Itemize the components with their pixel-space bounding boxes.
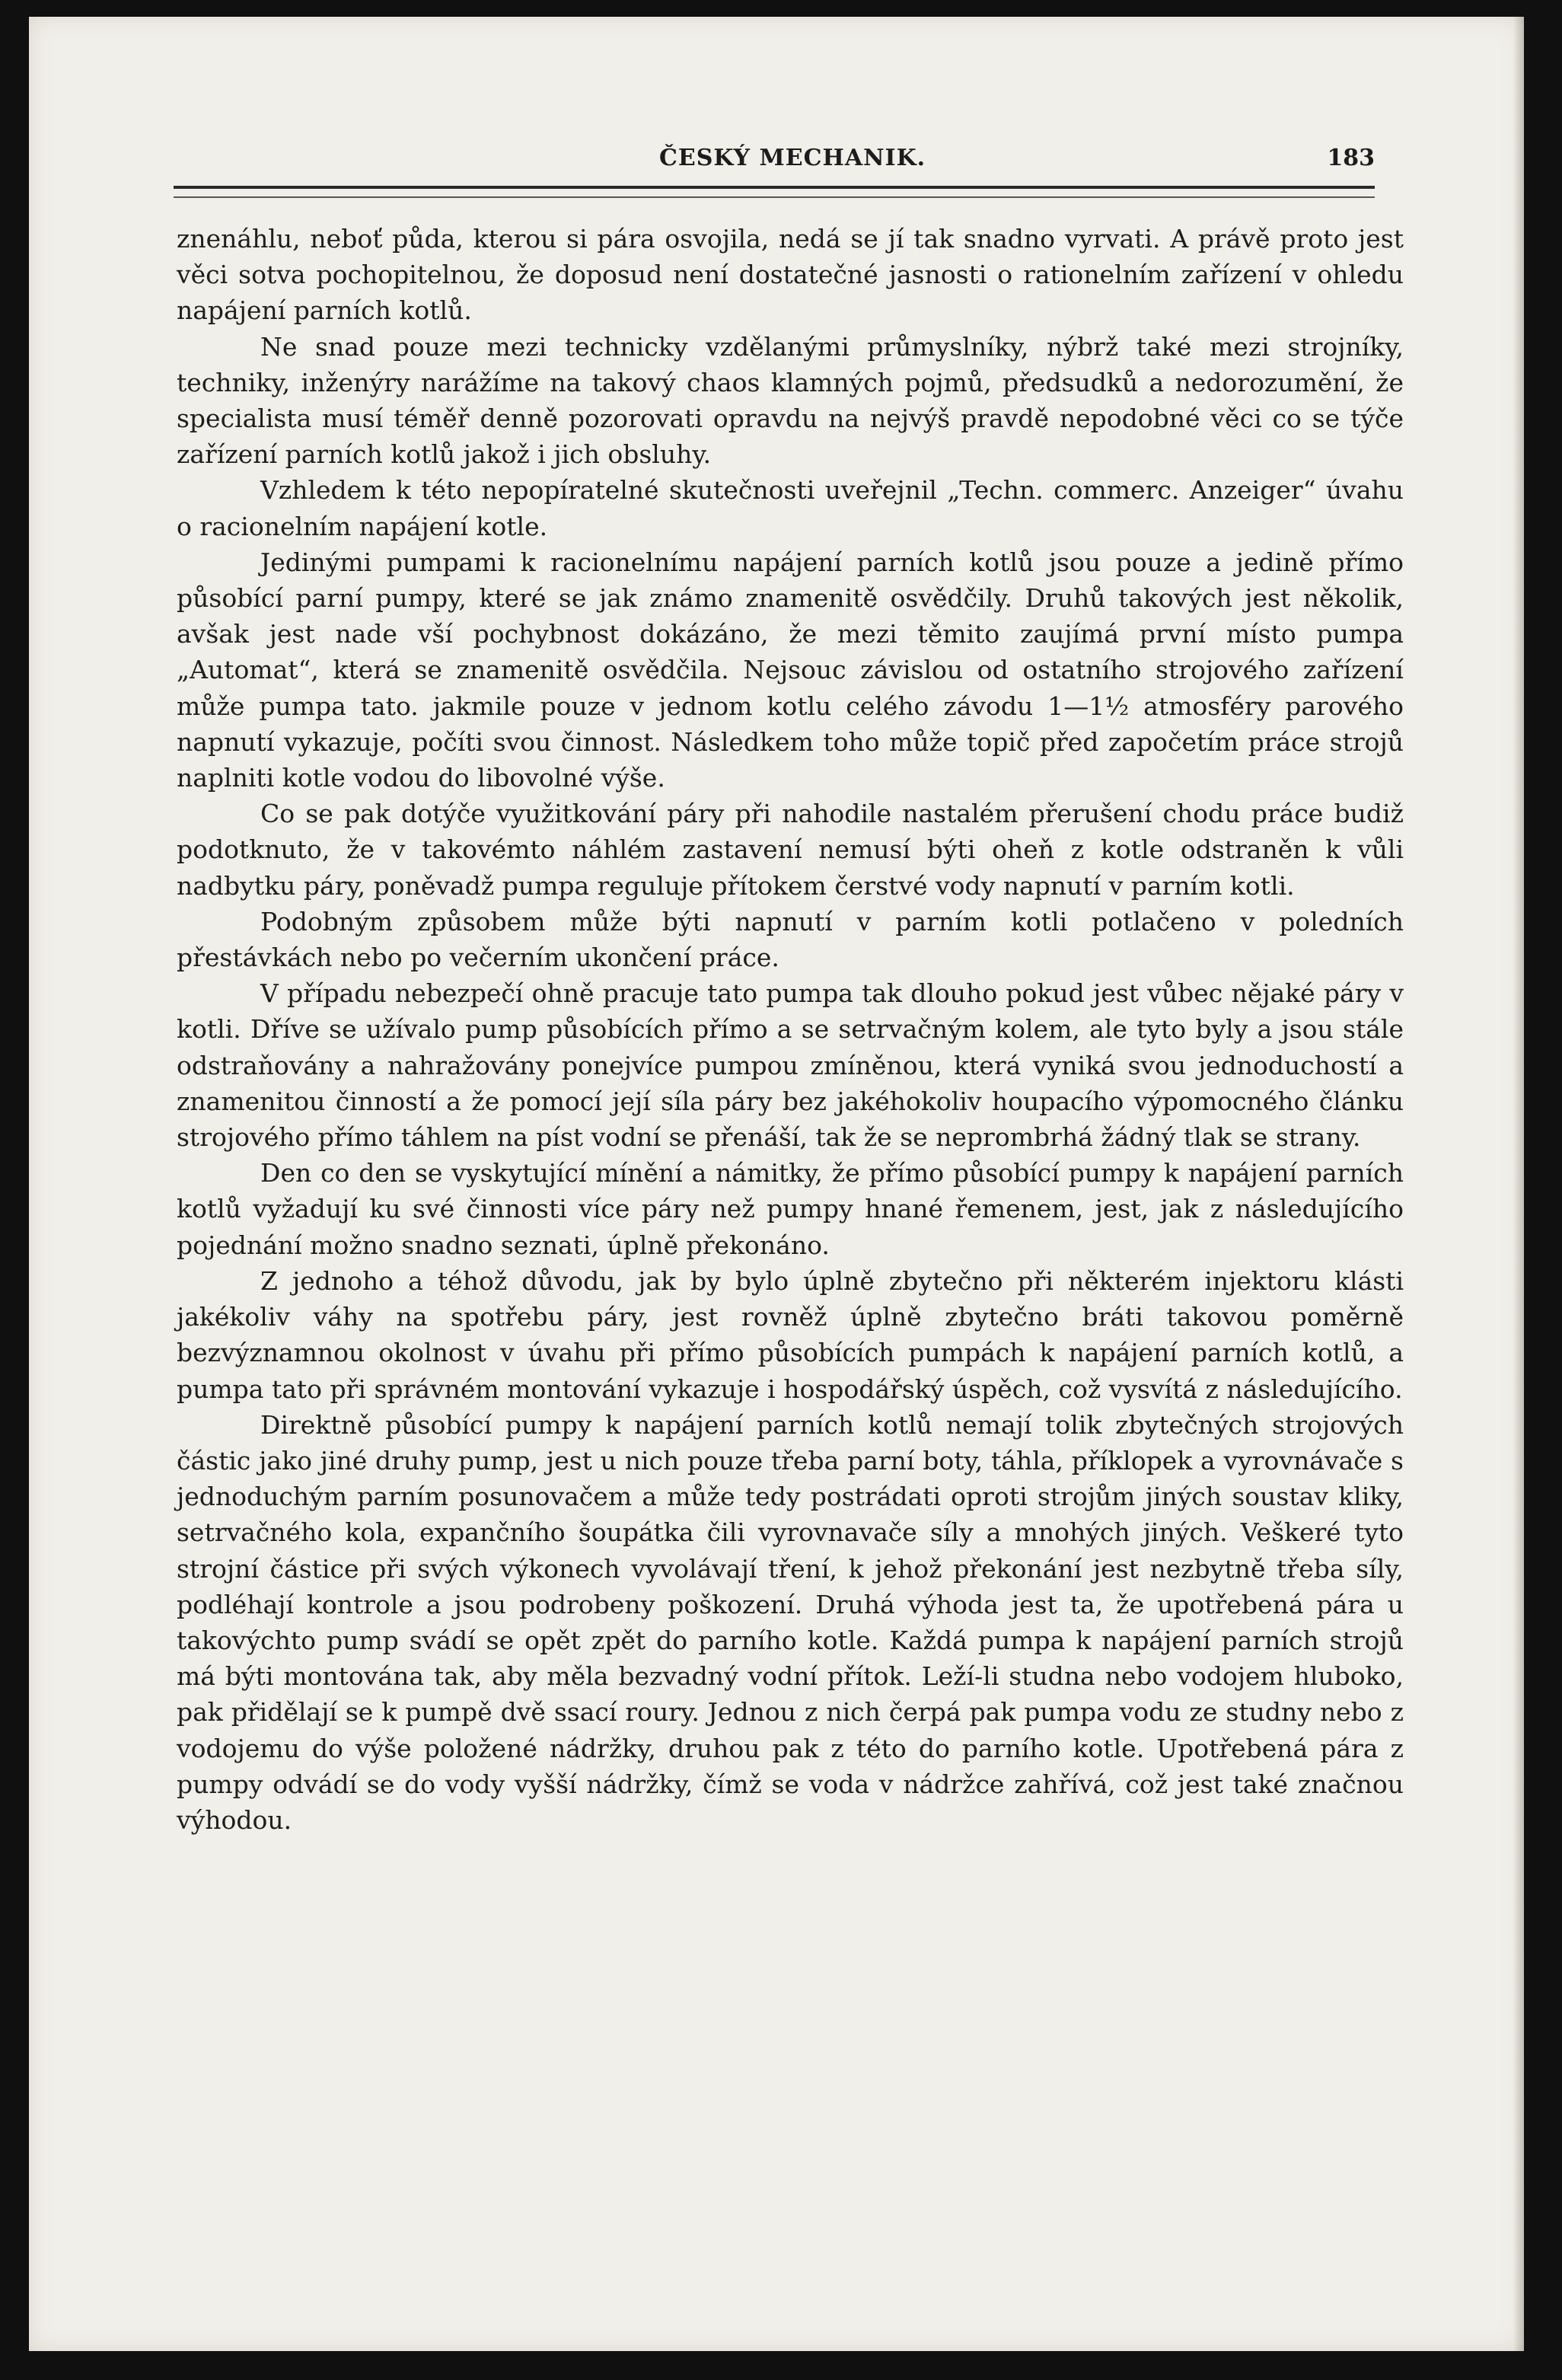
page-number: 183 (1327, 145, 1375, 171)
paper-edge-shadow (1513, 17, 1524, 2351)
paragraph: V případu nebezpečí ohně pracuje tato pumpa tak dlouho pokud jest vůbec nějaké páry v kotli. Dříve se užívalo pump působících přímo a se setrvačným kolem, ale tyto byly a jsou stále odstraňovány a nahražovány ponejvíce pumpou zmíněnou, která vyniká svou jednoduchostí a znamenitou činností a že pomocí její síla páry bez jakéhokoliv houpacího výpomocného článku strojového přímo táhlem na píst vodní se přenáší, tak že se neprombrhá žádný tlak se strany. (177, 978, 1404, 1153)
paragraph: Den co den se vyskytující mínění a námitky, že přímo působící pumpy k napájení parních kotlů vyžadují ku své činnosti více páry než pumpy hnané řemenem, jest, jak z následujícího pojednání možno snadno seznati, úplně překonáno. (177, 1158, 1404, 1260)
article-body (177, 221, 1404, 1838)
page-header (149, 145, 1375, 183)
header-rule (174, 186, 1375, 198)
paragraph: Ne snad pouze mezi technicky vzdělanými průmyslníky, nýbrž také mezi strojníky, techniky, inženýry narážíme na takový chaos klamných pojmů, předsudků a nedorozumění, že specialista musí téměř denně pozorovati opravdu na nejvýš pravdě nepodobné věci co se týče zařízení parních kotlů jakož i jich obsluhy. (177, 331, 1404, 470)
paragraph: Z jednoho a téhož důvodu, jak by bylo úplně zbytečno při některém injektoru klásti jakékoliv váhy na spotřebu páry, jest rovněž úplně zbytečno bráti takovou poměrně bezvýznamnou okolnost v úvahu při přímo působících pumpách k napájení parních kotlů, a pumpa tato při správném montování vykazuje i hospodářský úspěch, což vysvítá z následujícího. (177, 1265, 1404, 1404)
paragraph: znenáhlu, neboť půda, kterou si pára osvojila, nedá se jí tak snadno vyrvati. A právě proto jest věci sotva pochopitelnou, že doposud není dostatečné jasnosti o rationelním zařízení v ohledu napájení parních kotlů. (177, 224, 1404, 326)
paragraph: Podobným způsobem může býti napnutí v parním kotli potlačeno v poledních přestávkách nebo po večerním ukončení práce. (177, 906, 1404, 973)
paragraph: Co se pak dotýče využitkování páry při nahodile nastalém přerušení chodu práce budiž podotknuto, že v takovémto náhlém zastavení nemusí býti oheň z kotle odstraněn k vůli nadbytku páry, poněvadž pumpa reguluje přítokem čerstvé vody napnutí v parním kotli. (177, 799, 1404, 901)
paragraph: Direktně působící pumpy k napájení parních kotlů nemají tolik zbytečných strojových částic jako jiné druhy pump, jest u nich pouze třeba parní boty, táhla, příklopek a vyrovnávače s jednoduchým parním posunovačem a může tedy postrádati oproti strojům jiných soustav kliky, setrvačného kola, expančního šoupátka čili vyrovnavače síly a mnohých jiných. Veškeré tyto strojní částice při svých výkonech vyvolávají tření, k jehož překonání jest nezbytně třeba síly, podléhají kontrole a jsou podrobeny poškození. Druhá výhoda jest ta, že upotřebená pára u takovýchto pump svádí se opět zpět do parního kotle. Každá pumpa k napájení parních strojů má býti montována tak, aby měla bezvadný vodní přítok. Leží-li studna nebo vodojem hluboko, pak přidělají se k pumpě dvě ssací roury. Jednou z nich čerpá pak pumpa vodu ze studny nebo z vodojemu do výše položené nádržky, druhou pak z této do parního kotle. Upotřebená pára z pumpy odvádí se do vody vyšší nádržky, čímž se voda v nádržce zahřívá, což jest také značnou výhodou. (177, 1409, 1404, 1835)
paragraph: Jedinými pumpami k racionelnímu napájení parních kotlů jsou pouze a jedině přímo působící parní pumpy, které se jak známo znamenitě osvědčily. Druhů takových jest několik, avšak jest nade vší pochybnost dokázáno, že mezi těmito zaujímá první místo pumpa „Automat“, která se znamenitě osvědčila. Nejsouc závislou od ostatního strojového zařízení může pumpa tato. jakmile pouze v jednom kotlu celého závodu 1—1½ atmosféry parového napnutí vykazuje, počíti svou činnost. Následkem toho může topič před započetím práce strojů naplniti kotle vodou do libovolné výše. (177, 547, 1404, 793)
running-title: ČESKÝ MECHANIK. (659, 145, 926, 171)
paragraph: Vzhledem k této nepopíratelné skutečnosti uveřejnil „Techn. commerc. Anzeiger“ úvahu o racionelním napájení kotle. (177, 475, 1404, 541)
